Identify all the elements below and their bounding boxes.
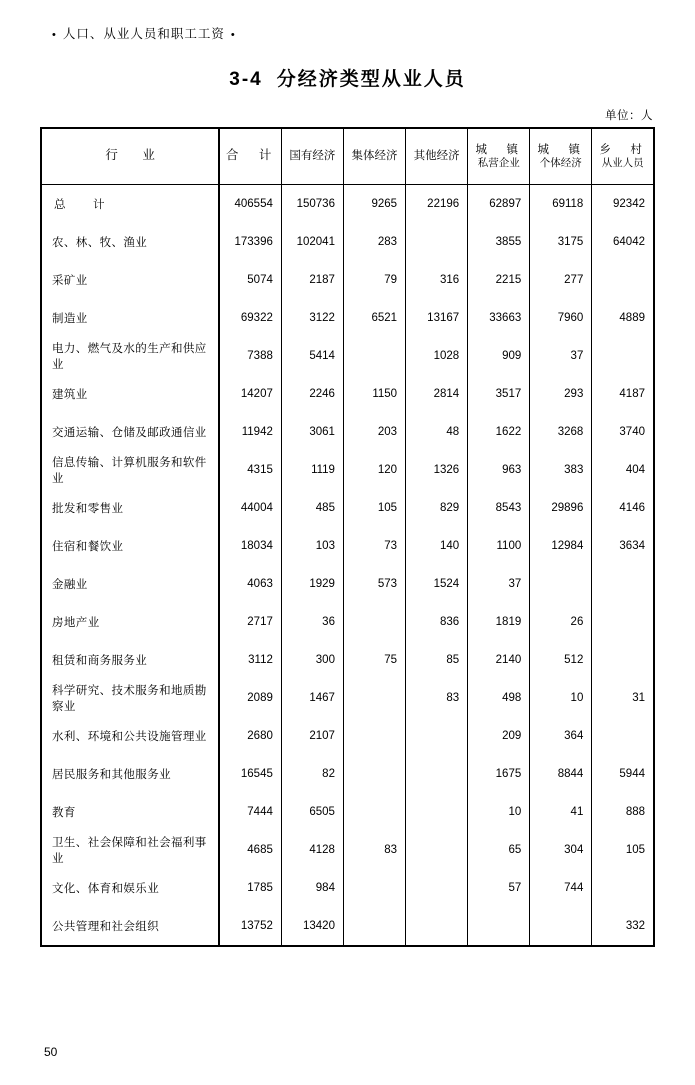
table-row [41, 261, 654, 299]
row-value: 316 [406, 261, 468, 299]
row-value: 62897 [468, 184, 530, 223]
row-value: 406554 [219, 184, 281, 223]
row-value: 2814 [406, 375, 468, 413]
row-industry-label: 文化、体育和娱乐业 [41, 869, 219, 907]
row-value: 6521 [343, 299, 405, 337]
row-value: 3112 [219, 641, 281, 679]
row-value: 512 [530, 641, 592, 679]
row-value: 277 [530, 261, 592, 299]
table-header-row [41, 128, 654, 184]
row-value: 22196 [406, 184, 468, 223]
row-value: 332 [592, 907, 654, 946]
row-value [343, 337, 405, 375]
row-value: 57 [468, 869, 530, 907]
row-value [343, 869, 405, 907]
bullet-icon: • [52, 28, 57, 41]
row-value [530, 907, 592, 946]
row-value: 1622 [468, 413, 530, 451]
row-value [343, 907, 405, 946]
column-header-rural: 乡 村 从业人员 [592, 128, 654, 184]
row-value: 4685 [219, 831, 281, 869]
row-value [592, 869, 654, 907]
row-value [592, 337, 654, 375]
row-value: 2215 [468, 261, 530, 299]
row-value: 12984 [530, 527, 592, 565]
row-value: 13420 [281, 907, 343, 946]
table-row [41, 869, 654, 907]
row-value: 64042 [592, 223, 654, 261]
row-value: 963 [468, 451, 530, 489]
row-value: 203 [343, 413, 405, 451]
row-value: 85 [406, 641, 468, 679]
row-value: 498 [468, 679, 530, 717]
table-title-text: 分经济类型从业人员 [276, 69, 466, 90]
employment-table [40, 127, 655, 947]
row-value [592, 717, 654, 755]
row-industry-label: 建筑业 [41, 375, 219, 413]
row-industry-label: 农、林、牧、渔业 [41, 223, 219, 261]
row-value: 1150 [343, 375, 405, 413]
row-value: 75 [343, 641, 405, 679]
row-industry-label: 卫生、社会保障和社会福利事业 [41, 831, 219, 869]
row-value [530, 565, 592, 603]
row-value: 1524 [406, 565, 468, 603]
row-value [343, 679, 405, 717]
row-value: 364 [530, 717, 592, 755]
column-header-collective: 集体经济 [343, 128, 405, 184]
row-value [592, 261, 654, 299]
row-value: 4315 [219, 451, 281, 489]
row-value: 44004 [219, 489, 281, 527]
row-value: 9265 [343, 184, 405, 223]
table-row [41, 451, 654, 489]
row-value: 18034 [219, 527, 281, 565]
row-value: 293 [530, 375, 592, 413]
row-value: 2717 [219, 603, 281, 641]
row-value: 5414 [281, 337, 343, 375]
row-value [406, 869, 468, 907]
row-value: 29896 [530, 489, 592, 527]
row-value: 1819 [468, 603, 530, 641]
row-value [406, 793, 468, 831]
row-value: 3634 [592, 527, 654, 565]
row-value: 2140 [468, 641, 530, 679]
row-value [343, 793, 405, 831]
column-header-industry: 行 业 [41, 128, 219, 184]
table-body [41, 184, 654, 946]
page-number: 50 [44, 1045, 58, 1059]
table-row [41, 565, 654, 603]
row-value: 3517 [468, 375, 530, 413]
row-value: 1326 [406, 451, 468, 489]
row-value: 3175 [530, 223, 592, 261]
row-value: 13752 [219, 907, 281, 946]
row-value: 83 [406, 679, 468, 717]
row-value: 11942 [219, 413, 281, 451]
row-value: 7960 [530, 299, 592, 337]
row-value: 41 [530, 793, 592, 831]
row-value: 82 [281, 755, 343, 793]
table-row [41, 641, 654, 679]
document-page [0, 24, 695, 1085]
row-value [343, 603, 405, 641]
row-value: 102041 [281, 223, 343, 261]
table-row [41, 184, 654, 223]
row-value: 7388 [219, 337, 281, 375]
column-header-total: 合 计 [219, 128, 281, 184]
table-row [41, 375, 654, 413]
row-value: 1675 [468, 755, 530, 793]
row-value [406, 755, 468, 793]
table-row [41, 831, 654, 869]
row-value: 13167 [406, 299, 468, 337]
row-value: 173396 [219, 223, 281, 261]
row-industry-label: 批发和零售业 [41, 489, 219, 527]
row-industry-label: 交通运输、仓储及邮政通信业 [41, 413, 219, 451]
table-row [41, 413, 654, 451]
row-value: 36 [281, 603, 343, 641]
row-value: 65 [468, 831, 530, 869]
row-industry-label: 制造业 [41, 299, 219, 337]
row-value: 8844 [530, 755, 592, 793]
row-industry-label: 居民服务和其他服务业 [41, 755, 219, 793]
row-value: 37 [468, 565, 530, 603]
row-value: 2680 [219, 717, 281, 755]
row-value: 33663 [468, 299, 530, 337]
table-row [41, 603, 654, 641]
row-industry-label: 租赁和商务服务业 [41, 641, 219, 679]
row-value: 573 [343, 565, 405, 603]
table-row [41, 489, 654, 527]
row-value: 485 [281, 489, 343, 527]
row-value: 8543 [468, 489, 530, 527]
row-value: 150736 [281, 184, 343, 223]
row-industry-label: 总 计 [41, 184, 219, 223]
row-value [343, 755, 405, 793]
row-value: 404 [592, 451, 654, 489]
row-value: 909 [468, 337, 530, 375]
row-value [468, 907, 530, 946]
row-industry-label: 水利、环境和公共设施管理业 [41, 717, 219, 755]
row-industry-label: 电力、燃气及水的生产和供应业 [41, 337, 219, 375]
row-value [592, 565, 654, 603]
row-value [406, 717, 468, 755]
row-value: 2107 [281, 717, 343, 755]
row-value: 4128 [281, 831, 343, 869]
row-value: 140 [406, 527, 468, 565]
row-value: 7444 [219, 793, 281, 831]
row-value: 1929 [281, 565, 343, 603]
row-value: 3268 [530, 413, 592, 451]
row-industry-label: 房地产业 [41, 603, 219, 641]
row-value [592, 603, 654, 641]
row-value: 5074 [219, 261, 281, 299]
row-value: 283 [343, 223, 405, 261]
row-value: 383 [530, 451, 592, 489]
table-row [41, 717, 654, 755]
table-row [41, 755, 654, 793]
row-value: 1119 [281, 451, 343, 489]
table-row [41, 679, 654, 717]
row-value: 79 [343, 261, 405, 299]
row-value: 4146 [592, 489, 654, 527]
running-head [40, 24, 655, 42]
column-header-state-owned: 国有经济 [281, 128, 343, 184]
row-value: 744 [530, 869, 592, 907]
row-value [406, 907, 468, 946]
table-number: 3-4 [229, 69, 263, 90]
row-value: 26 [530, 603, 592, 641]
row-value: 69118 [530, 184, 592, 223]
row-value: 304 [530, 831, 592, 869]
row-value: 37 [530, 337, 592, 375]
row-value: 836 [406, 603, 468, 641]
page-title [40, 64, 655, 91]
row-value: 829 [406, 489, 468, 527]
table-row [41, 223, 654, 261]
row-value: 16545 [219, 755, 281, 793]
row-value: 2187 [281, 261, 343, 299]
table-row [41, 337, 654, 375]
row-value: 4889 [592, 299, 654, 337]
row-industry-label: 金融业 [41, 565, 219, 603]
row-industry-label: 信息传输、计算机服务和软件业 [41, 451, 219, 489]
table-row [41, 299, 654, 337]
row-value: 2246 [281, 375, 343, 413]
column-header-other: 其他经济 [406, 128, 468, 184]
row-value [406, 223, 468, 261]
row-value: 14207 [219, 375, 281, 413]
row-value: 3740 [592, 413, 654, 451]
row-value: 4063 [219, 565, 281, 603]
row-value: 3855 [468, 223, 530, 261]
row-value: 10 [468, 793, 530, 831]
row-industry-label: 教育 [41, 793, 219, 831]
row-value [343, 717, 405, 755]
row-value: 1028 [406, 337, 468, 375]
row-value: 209 [468, 717, 530, 755]
row-value: 888 [592, 793, 654, 831]
row-value [406, 831, 468, 869]
row-value: 105 [592, 831, 654, 869]
row-value: 10 [530, 679, 592, 717]
row-value: 31 [592, 679, 654, 717]
row-value: 1467 [281, 679, 343, 717]
row-value: 103 [281, 527, 343, 565]
row-value: 5944 [592, 755, 654, 793]
row-value: 4187 [592, 375, 654, 413]
row-value: 984 [281, 869, 343, 907]
running-head-text: 人口、从业人员和职工工资 [62, 27, 225, 41]
row-value: 48 [406, 413, 468, 451]
row-value: 1100 [468, 527, 530, 565]
row-value: 83 [343, 831, 405, 869]
row-value [592, 641, 654, 679]
table-row [41, 793, 654, 831]
row-industry-label: 公共管理和社会组织 [41, 907, 219, 946]
column-header-urban-individual: 城 镇 个体经济 [530, 128, 592, 184]
unit-note: 单位：人 [605, 110, 653, 122]
row-value: 120 [343, 451, 405, 489]
bullet-icon: • [230, 28, 236, 41]
table-row [41, 907, 654, 946]
row-industry-label: 科学研究、技术服务和地质勘察业 [41, 679, 219, 717]
row-value: 300 [281, 641, 343, 679]
row-value: 92342 [592, 184, 654, 223]
row-value: 2089 [219, 679, 281, 717]
row-value: 3061 [281, 413, 343, 451]
row-value: 105 [343, 489, 405, 527]
table-row [41, 527, 654, 565]
row-industry-label: 采矿业 [41, 261, 219, 299]
row-value: 69322 [219, 299, 281, 337]
row-industry-label: 住宿和餐饮业 [41, 527, 219, 565]
row-value: 3122 [281, 299, 343, 337]
column-header-urban-private: 城 镇 私营企业 [468, 128, 530, 184]
row-value: 1785 [219, 869, 281, 907]
row-value: 6505 [281, 793, 343, 831]
row-value: 73 [343, 527, 405, 565]
